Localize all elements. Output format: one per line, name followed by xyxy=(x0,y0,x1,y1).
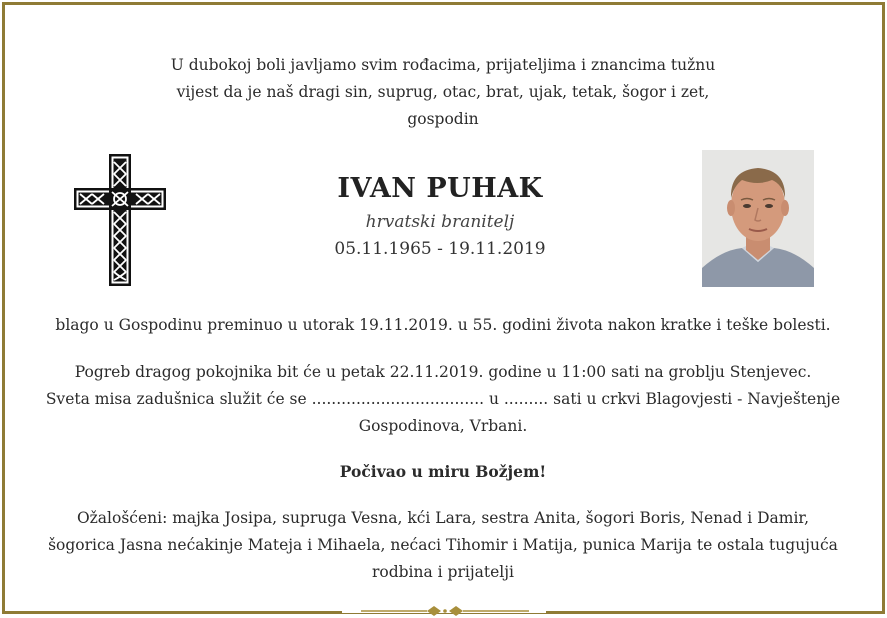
mourners-line-2: šogorica Jasna nećakinje Mateja i Mihaela, nećaci Tihomir i Matija, punica Marija te ostala tugujuća xyxy=(48,536,838,554)
funeral-line-3: Gospodinova, Vrbani. xyxy=(358,417,528,435)
deceased-info xyxy=(290,172,590,262)
intro-line-1: U dubokoj boli javljamo svim rođacima, prijateljima i znancima tužnu xyxy=(170,56,716,74)
intro-text xyxy=(120,52,766,133)
mourners-line-1: Ožalošćeni: majka Josipa, supruga Vesna, kći Lara, sestra Anita, šogori Boris, Nenad i Damir, xyxy=(76,509,810,527)
intro-line-3: gospodin xyxy=(407,110,479,128)
mourners-line-3: rodbina i prijatelji xyxy=(371,563,515,581)
mourners-text xyxy=(40,505,846,586)
deceased-name: IVAN PUHAK xyxy=(337,173,543,204)
deceased-title: hrvatski branitelj xyxy=(365,212,515,232)
funeral-line-2: Sveta misa zadušnica služit će se ................................... u ......... sati u crkvi Blagovjesti - Navještenje xyxy=(45,390,841,408)
intro-line-2: vijest da je naš dragi sin, suprug, otac, brat, ujak, tetak, šogor i zet, xyxy=(176,83,710,101)
celtic-cross-icon xyxy=(72,152,168,288)
funeral-text xyxy=(40,359,846,440)
divider-ornament-icon xyxy=(357,604,533,618)
portrait-photo xyxy=(702,150,814,287)
rest-in-peace-text: Počivao u miru Božjem! xyxy=(339,462,547,481)
deceased-dates: 05.11.1965 - 19.11.2019 xyxy=(334,239,546,259)
passing-text: blago u Gospodinu preminuo u utorak 19.11.2019. u 55. godini života nakon kratke i teške bolesti. xyxy=(55,316,831,334)
funeral-line-1: Pogreb dragog pokojnika bit će u petak 22.11.2019. godine u 11:00 sati na groblju Stenjevec. xyxy=(74,363,812,381)
